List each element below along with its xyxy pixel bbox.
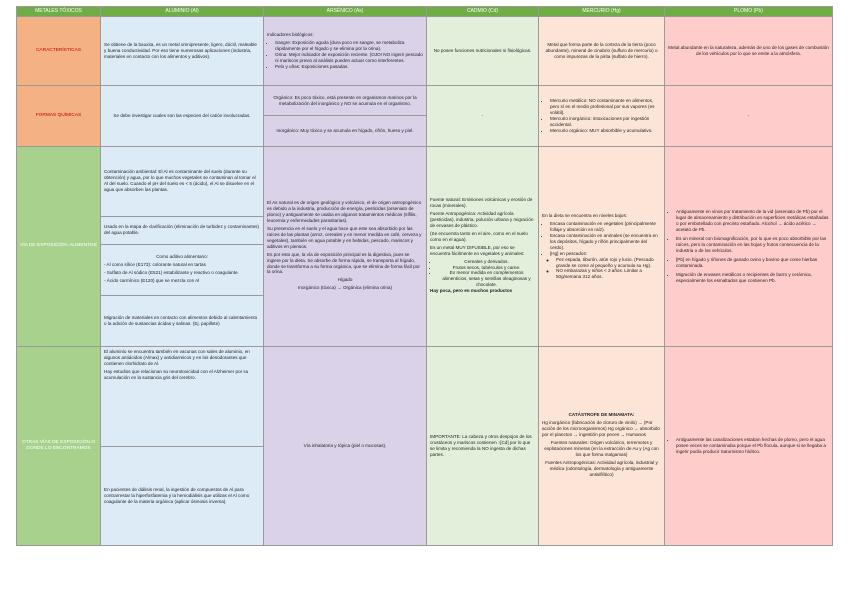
- cadmio-vias-p2: Fuente Antropogénica: Actividad agrícola (pesticidas), industria, polución urbana y migración de envases de plástico.: [430, 210, 534, 228]
- cell-aluminio-vias: [101, 146, 264, 347]
- header-metales: METALES TÓXICOS: [17, 7, 101, 17]
- list-item: • En menor medida en complementos alimenticios, setas y semillas oleaginosas y chocolate.: [438, 270, 535, 288]
- cell-plomo-vias: [665, 146, 833, 347]
- cell-cadmio-otras: IMPORTANTE: La cabeza y otros despojos de los crustáceos y mariscos contienen ↑[Cd] por lo que se limita y recomienda la NO ingesta de dichas partes.: [427, 347, 539, 546]
- list-item: ◦ Pez espada, tiburón, atún rojo y lucio. (Pescado grande se come al pequeño y acumula su Hg).: [556, 257, 661, 269]
- aluminio-aditivo-line: - Al como sílice (E173): colorante natural en tartas: [104, 261, 206, 267]
- cell-plomo-caracteristicas: Metal abundante en la naturaleza, además de uno de los gases de combustión de los vehículos por lo que se emite a la atmósfera.: [665, 17, 833, 86]
- cell-arsenico-formas: [264, 86, 427, 147]
- list-item: • Mercurio orgánico: MUY absorbible y acumulativo.: [550, 128, 661, 134]
- cell-cadmio-caracteristicas: No posee funciones nutricionales ni fisiológicas.: [427, 17, 539, 86]
- list-item: • Es un mineral con biomagnificación, por lo que es poco absorbible por las raíces, pero la contaminación en las hojas y frutos consecuencia de la industria o de los vehículos.: [676, 236, 829, 254]
- header-aluminio: ALUMINIO (Al): [101, 7, 264, 17]
- list-item: • Migración de envases metálicos o recipientes de barro y cerámica, especialmente los esmaltados que contienen Pb.: [676, 272, 829, 284]
- cell-arsenico-caracteristicas: [264, 17, 427, 86]
- header-row: [17, 7, 833, 17]
- cell-mercurio-otras: [539, 347, 665, 546]
- row-caracteristicas: [17, 17, 833, 86]
- aluminio-otras-2: En pacientes de diálisis renal, la ingestión de compuestos de Al para contrarrestar la hiperfosfatemia y la hemodiálisis que utilizas el Al como coagulante de la materia orgánica (aplicar ósmosis inversa).: [101, 446, 263, 545]
- list-item: • [Pb] en hígado y riñones de ganado ovino y bovino que come hierbas contaminada.: [676, 257, 829, 269]
- cell-aluminio-caracteristicas: Se obtiene de la bauxita, es un metal omnipresente, ligero, dúctil, maleable y buena conductividad. Por eso tiene numerosas aplicaciones (industria, materiales en contacto con los alimentos y aditivos).: [101, 17, 264, 86]
- arsenico-vias-p1: El As natural es de origen geológico y volcánico, el de origen antropogénico es debido a la industria, producción de energía, pesticidas (arseniato de plomo) y antiguamente se usaba en algunos tratamientos médicos (sífilis, leucemia y enfermedades parasitarias).: [267, 199, 422, 223]
- aluminio-otras-1: [101, 347, 263, 445]
- header-arsenico: ARSÉNICO (As): [264, 7, 427, 17]
- row-label-otras: OTRAS VÍAS DE EXPOSICIÓN O DONDE LO ENCONTRAMOS: [17, 347, 101, 546]
- arsenico-vias-p3: Es por esto que, la vía de exposición principal es la digestiva, pues se ingiere por la dieta. Se absorbe de forma rápida, se transporta al hígado, donde se transforma a su forma orgánica, que se elimina de forma fácil por la orina.: [267, 251, 420, 275]
- row-vias: [17, 146, 833, 347]
- arsenico-vias-p2: Su presencia en el suelo y el agua hace que este sea absorbido por las raíces de las plantas (arroz, cereales y en menor medida en café, cerveza y vegetales), también en agua potable y en bebidas, pescado, mariscos y aditivos en piensos.: [267, 225, 422, 249]
- cell-arsenico-otras: Vía inhalatoria y tópica (piel o mucosas).: [264, 347, 427, 546]
- cadmio-vias-p5: Hay poca, pero en muchos productos: [430, 288, 513, 294]
- list-item: • Sangre: Exposición aguda (dura poco en sangre, se metaboliza rápidamente por el hígado y se elimina por la orina).: [275, 40, 423, 52]
- list-item: • Cereales y derivados.: [438, 259, 535, 265]
- row-label-caracteristicas: CARACTERÍSTICAS: [17, 17, 101, 86]
- mercurio-otras-p3: Fuentes Antropogénicas: Actividad agrícola, industrial y médica (odontología, dermatología y antiguamente antisifilítico): [545, 460, 658, 478]
- cadmio-vias-p1: Fuente natural: Emisiones volcánicas y erosión de rocas (minerales).: [430, 196, 533, 208]
- aluminio-otras-p1: El aluminio se encuentra también en vacunas con sales de aluminio, en algunos antiácidos (Almax) y antidiarreicos y en los desodorantes que contienen clorhidrato de Al.: [104, 349, 250, 367]
- aluminio-otras-p1b: Hay estudios que relacionan su neurotoxicidad con el Alzheimer por su acumulación en la sustancia gris del cerebro.: [104, 369, 249, 381]
- list-item: • Frutos secos, tubérculos y carne.: [438, 265, 535, 271]
- mercurio-vias-intro: En la dieta se encuentra en niveles bajos:: [542, 212, 628, 218]
- list-item: • [Hg] en pescados:: [550, 251, 661, 257]
- row-label-formas: FORMAS QUÍMICAS: [17, 86, 101, 147]
- list-item: • Mercurio inorgánico: intoxicaciones por ingestión accidental.: [550, 116, 661, 128]
- list-item: • Antiguamente las canalizaciones estaban hechas de plomo, pero el agua posee veces se contaminaba porque el Pb flocula, aunque si se llegaba a ingerir podía producir Saturnismo hídrico.: [676, 437, 829, 455]
- aluminio-aditivo: [101, 244, 263, 295]
- arsenico-vias-p4: Hígado: [337, 277, 353, 283]
- list-item: • Escasa contaminación en vegetales (principalmente follaje y absorción en raíz).: [550, 221, 661, 233]
- mercurio-minamata-title: CATÁSTROFE DE MINAMATA:: [568, 412, 635, 418]
- list-item: • Escasa contaminación en animales (se encuentra en los depósitos, hígado y riñón principalmente del cerdo).: [550, 233, 661, 251]
- list-item: • Mercurio metálico: NO contaminante en alimentos, pero sí en el medio profesional por sus vapores (es volátil).: [550, 98, 661, 116]
- header-plomo: PLOMO (Pb): [665, 7, 833, 17]
- aluminio-contaminacion: Contaminación ambiental: El Al es contaminante del suelo (durante su obtención) y agua, por lo que muchos vegetales se contaminan al tomar el Al del suelo. Cuando el pH del suelo es < 5 (ácido), el Al se disuelve en el agua que absorben las plantas.: [104, 169, 256, 193]
- toxic-metals-table: [16, 6, 833, 546]
- cell-arsenico-vias: [264, 146, 427, 347]
- header-mercurio: MERCURIO (Hg): [539, 7, 665, 17]
- header-cadmio: CADMIO (Cd): [427, 7, 539, 17]
- cell-plomo-formas: -: [665, 86, 833, 147]
- list-item: ◦ NO embarazas y niños < 3 años. Limitar a 50g/semana 312 años.: [556, 268, 661, 280]
- cadmio-vias-p4: Es un metal MUY DIFUSIBLE, por eso se encuentra fácilmente en vegetales y animales:: [430, 244, 525, 256]
- row-otras: [17, 347, 833, 546]
- arsenico-organico: Orgánico: Es poco tóxico, está presente en organismos marinos por la metabolización del inorgánico y NO se acumula en el organismo.: [273, 94, 417, 106]
- cell-aluminio-formas: Se debe investigar cuales son las especies del catión involucradas.: [101, 86, 264, 147]
- arsenico-inorganico: Inorgánico: Muy tóxico y se acumula en hígado, riñón, hueso y piel.: [264, 115, 426, 145]
- cell-mercurio-caracteristicas: Metal que forma parte de la corteza de la tierra (poco abundante), mineral de cinabrio (sulfuro de mercurio) o como impurezas de la pirita (sulfato de hierro).: [539, 17, 665, 86]
- arsenico-vias-p5: Inorgánico (tóxica) → Orgánica (elimina orina): [298, 285, 392, 291]
- cell-aluminio-otras: [101, 347, 264, 546]
- cell-cadmio-formas: -: [427, 86, 539, 147]
- arsenico-indicadores-intro: Indicadores biológicos:: [267, 32, 314, 38]
- row-label-vias: VÍA DE EXPOSICIÓN: ALIMENTOS: [17, 146, 101, 347]
- cell-mercurio-formas: [539, 86, 665, 147]
- mercurio-otras-p1: Hg inorgánico (fabricación de cloruro de vinilo) → (Por acción de los microorganismos) Hg orgánico → absorbido por el plancton → ingestión por peces → Humanos: [542, 420, 660, 438]
- row-formas: [17, 86, 833, 147]
- list-item: • Orina: Mejor indicador de exposición reciente. (OJO! NO ingerir pescado ni mariscos previo al análisis pueden actuar como interferentes.: [275, 52, 423, 64]
- aluminio-aditivo-line: - Sulfato de Al sódico (E521) estabilizante y reactivo o coagulante.: [104, 269, 239, 275]
- cell-plomo-otras: [665, 347, 833, 546]
- aluminio-aditivo-title: Como aditivo alimentario:: [156, 254, 208, 259]
- aluminio-migracion: Migración de materiales en contacto con alimentos debido al calentamiento o la adición de sustancias ácidas y salinas. (Ej. papillote): [101, 295, 263, 346]
- cadmio-vias-p3: (Se encuentra tanto en el aire, como en el suelo como en el agua).: [430, 230, 528, 242]
- cell-cadmio-vias: [427, 146, 539, 347]
- cell-mercurio-vias: [539, 146, 665, 347]
- list-item: • Pelo y uñas: Exposiciones pasadas.: [275, 64, 423, 70]
- aluminio-clarificacion: Usado en la etapa de clarificación (eliminación de turbidez y contaminantes) del agua potable.: [101, 216, 263, 244]
- mercurio-otras-p2: Fuentes naturales: Origen volcánico, terremotos y explotaciones mineras (en la extracción de Au y (Ag con los que forma malgamas): [544, 440, 659, 458]
- aluminio-aditivo-line: - Ácido carmínico (E120) que se mezcla con Al: [104, 277, 200, 283]
- list-item: • Antiguamente en vinos por tratamiento de la vid (arseniato de Pb) por el lugar de almacenamiento y distribución en superficies metálicas estañadas o por embotellado con precinto estañado. Alcohol → ácido acético → acetato de Pb.: [676, 209, 829, 233]
